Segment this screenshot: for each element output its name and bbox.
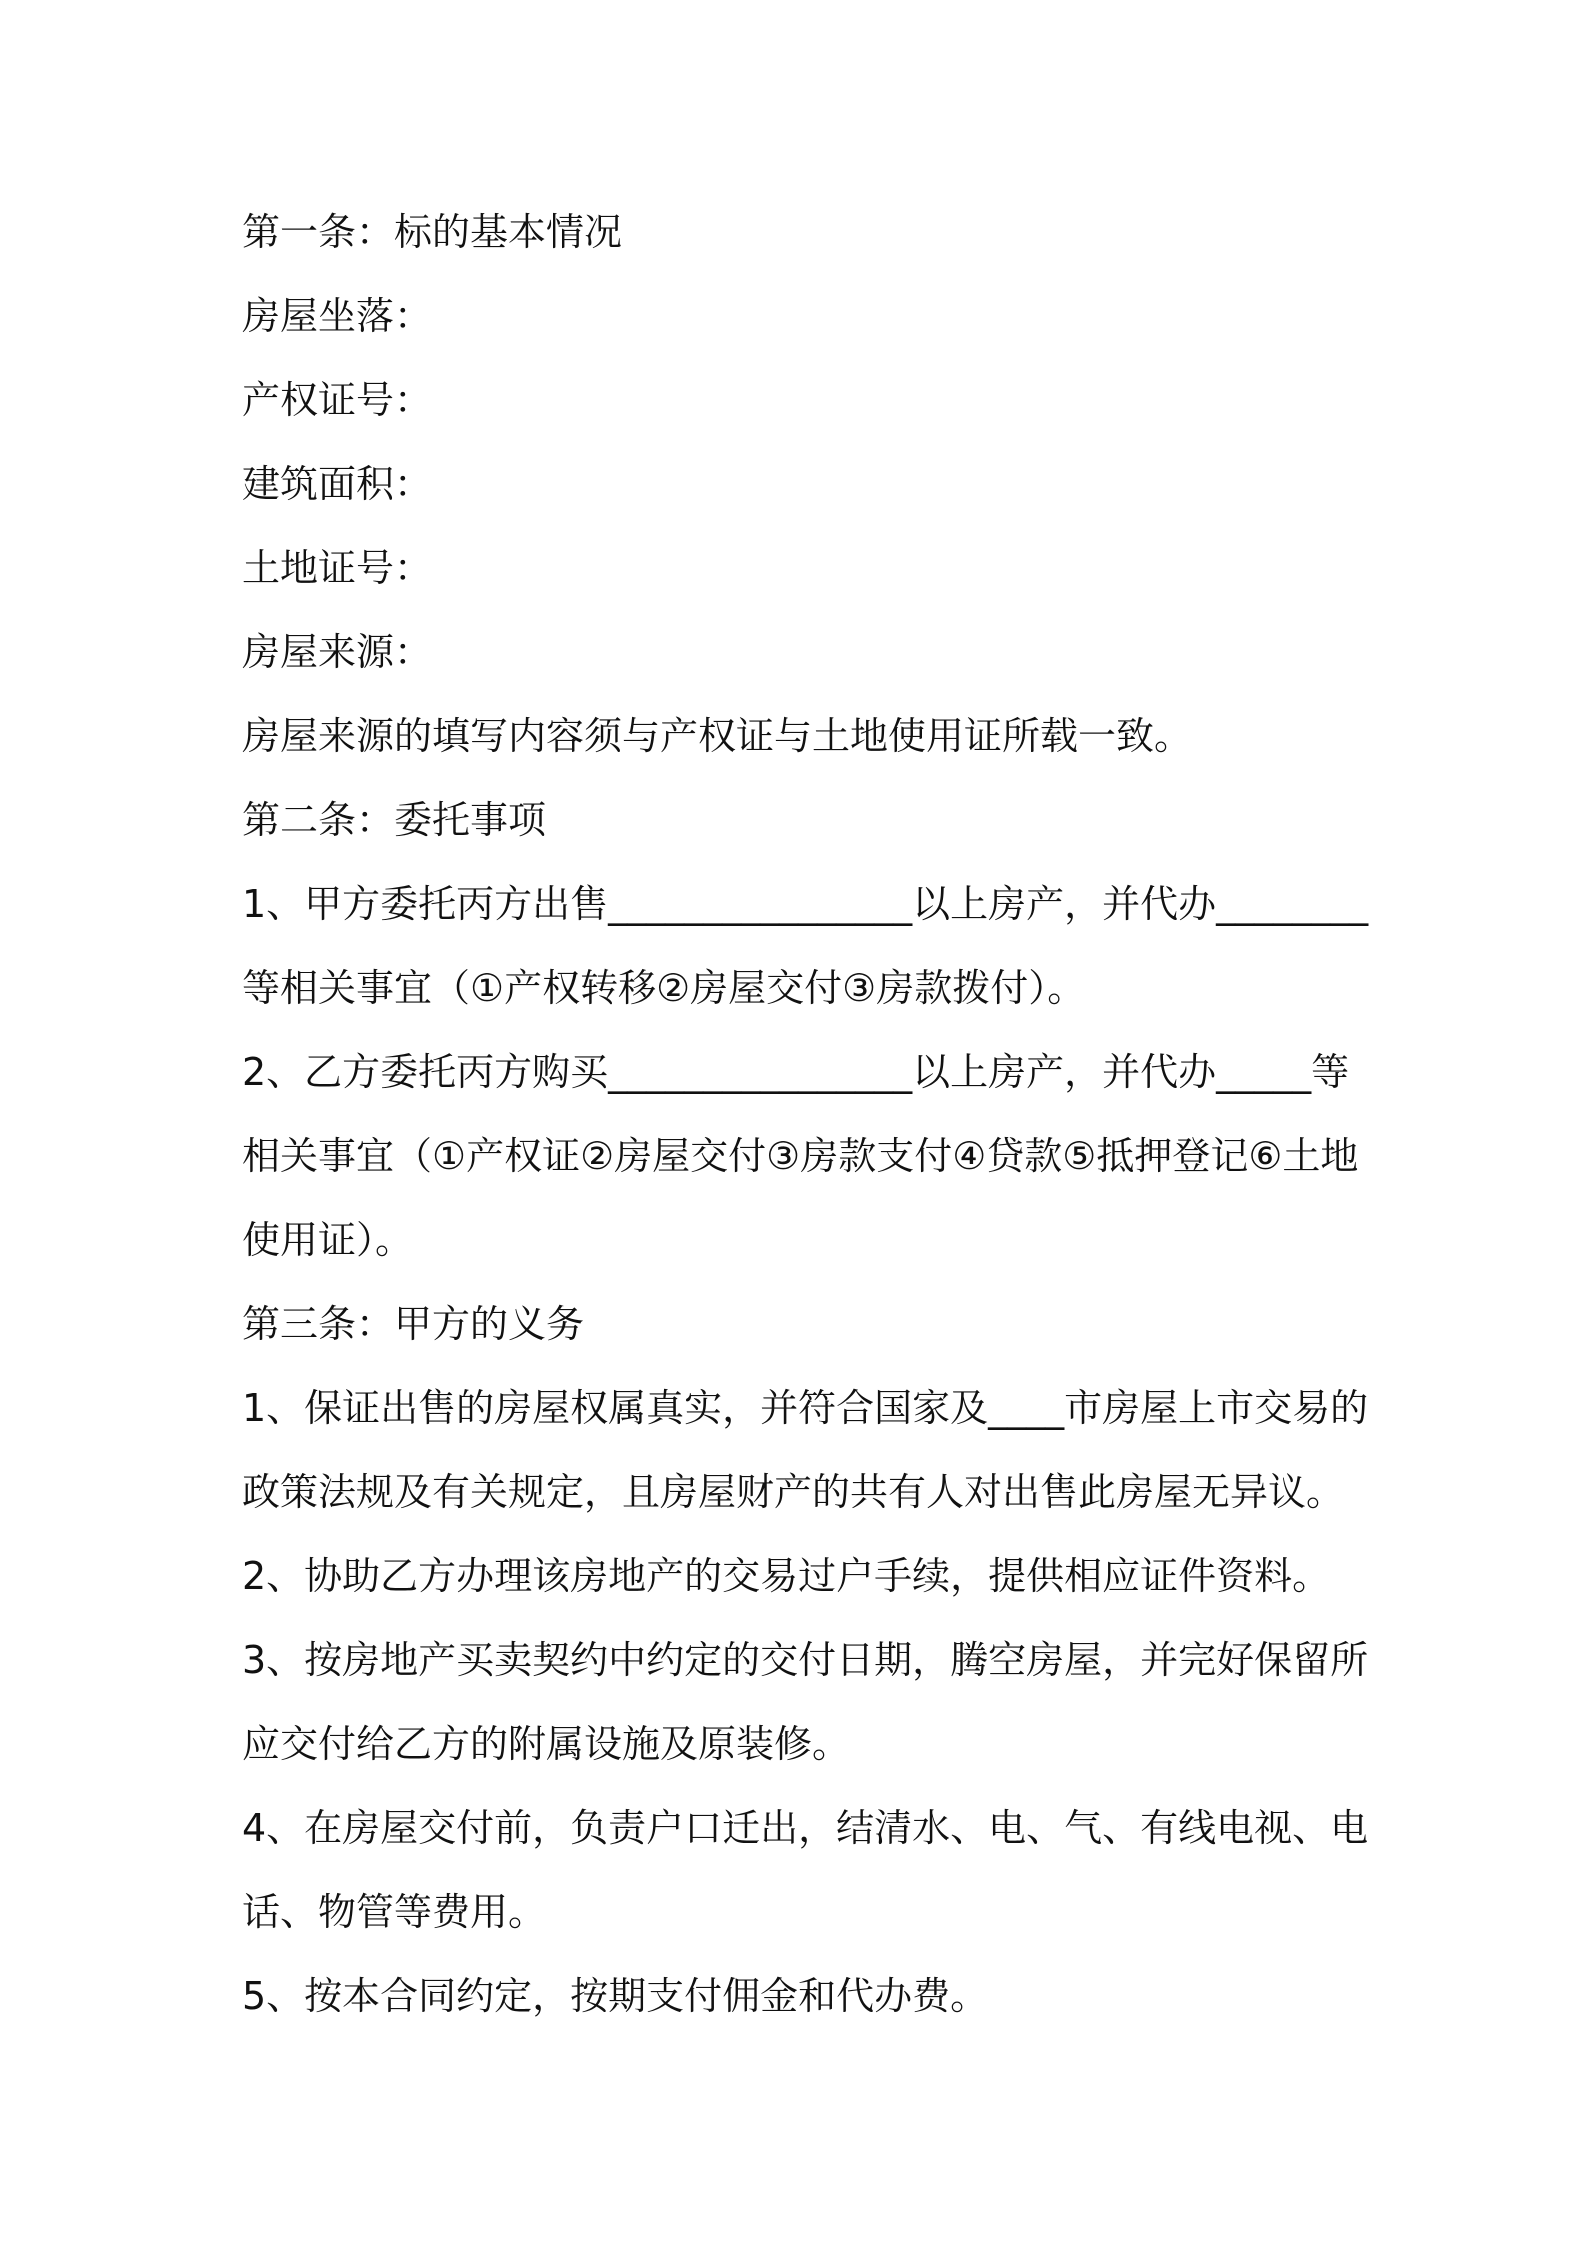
property-certificate-field: 产权证号： bbox=[242, 378, 433, 422]
article-3-item-4-line-1: 4、在房屋交付前，负责户口迁出，结清水、电、气、有线电视、电 bbox=[242, 1806, 1369, 1850]
article-3-title: 第三条：甲方的义务 bbox=[242, 1302, 585, 1346]
article-3-item-5: 5、按本合同约定，按期支付佣金和代办费。 bbox=[242, 1974, 989, 2018]
article-3-item-2: 2、协助乙方办理该房地产的交易过户手续，提供相应证件资料。 bbox=[242, 1554, 1331, 1598]
article-3-item-3-line-2: 应交付给乙方的附属设施及原装修。 bbox=[242, 1722, 851, 1766]
document-body bbox=[242, 190, 1369, 2038]
land-certificate-field: 土地证号： bbox=[242, 546, 433, 590]
article-2-item-2-line-3: 使用证）。 bbox=[242, 1218, 414, 1262]
house-source-field: 房屋来源： bbox=[242, 630, 433, 674]
building-area-field: 建筑面积： bbox=[242, 462, 433, 506]
house-location-field: 房屋坐落： bbox=[242, 294, 433, 338]
house-source-note: 房屋来源的填写内容须与产权证与土地使用证所载一致。 bbox=[242, 714, 1193, 758]
article-3-item-1-line-1: 1、保证出售的房屋权属真实，并符合国家及____市房屋上市交易的 bbox=[242, 1386, 1369, 1430]
article-3-item-4-line-2: 话、物管等费用。 bbox=[242, 1890, 547, 1934]
article-2-item-2-line-1: 2、乙方委托丙方购买________________以上房产，并代办_____等 bbox=[242, 1050, 1350, 1094]
article-3-item-3-line-1: 3、按房地产买卖契约中约定的交付日期，腾空房屋，并完好保留所 bbox=[242, 1638, 1369, 1682]
article-2-item-2-line-2: 相关事宜（①产权证②房屋交付③房款支付④贷款⑤抵押登记⑥土地 bbox=[242, 1134, 1359, 1178]
article-1-title: 第一条：标的基本情况 bbox=[242, 210, 623, 254]
article-3-item-1-line-2: 政策法规及有关规定，且房屋财产的共有人对出售此房屋无异议。 bbox=[242, 1470, 1345, 1514]
article-2-item-1-line-2: 等相关事宜（①产权转移②房屋交付③房款拨付）。 bbox=[242, 966, 1086, 1010]
article-2-title: 第二条：委托事项 bbox=[242, 798, 547, 842]
article-2-item-1-line-1: 1、甲方委托丙方出售________________以上房产，并代办________ bbox=[242, 882, 1369, 926]
